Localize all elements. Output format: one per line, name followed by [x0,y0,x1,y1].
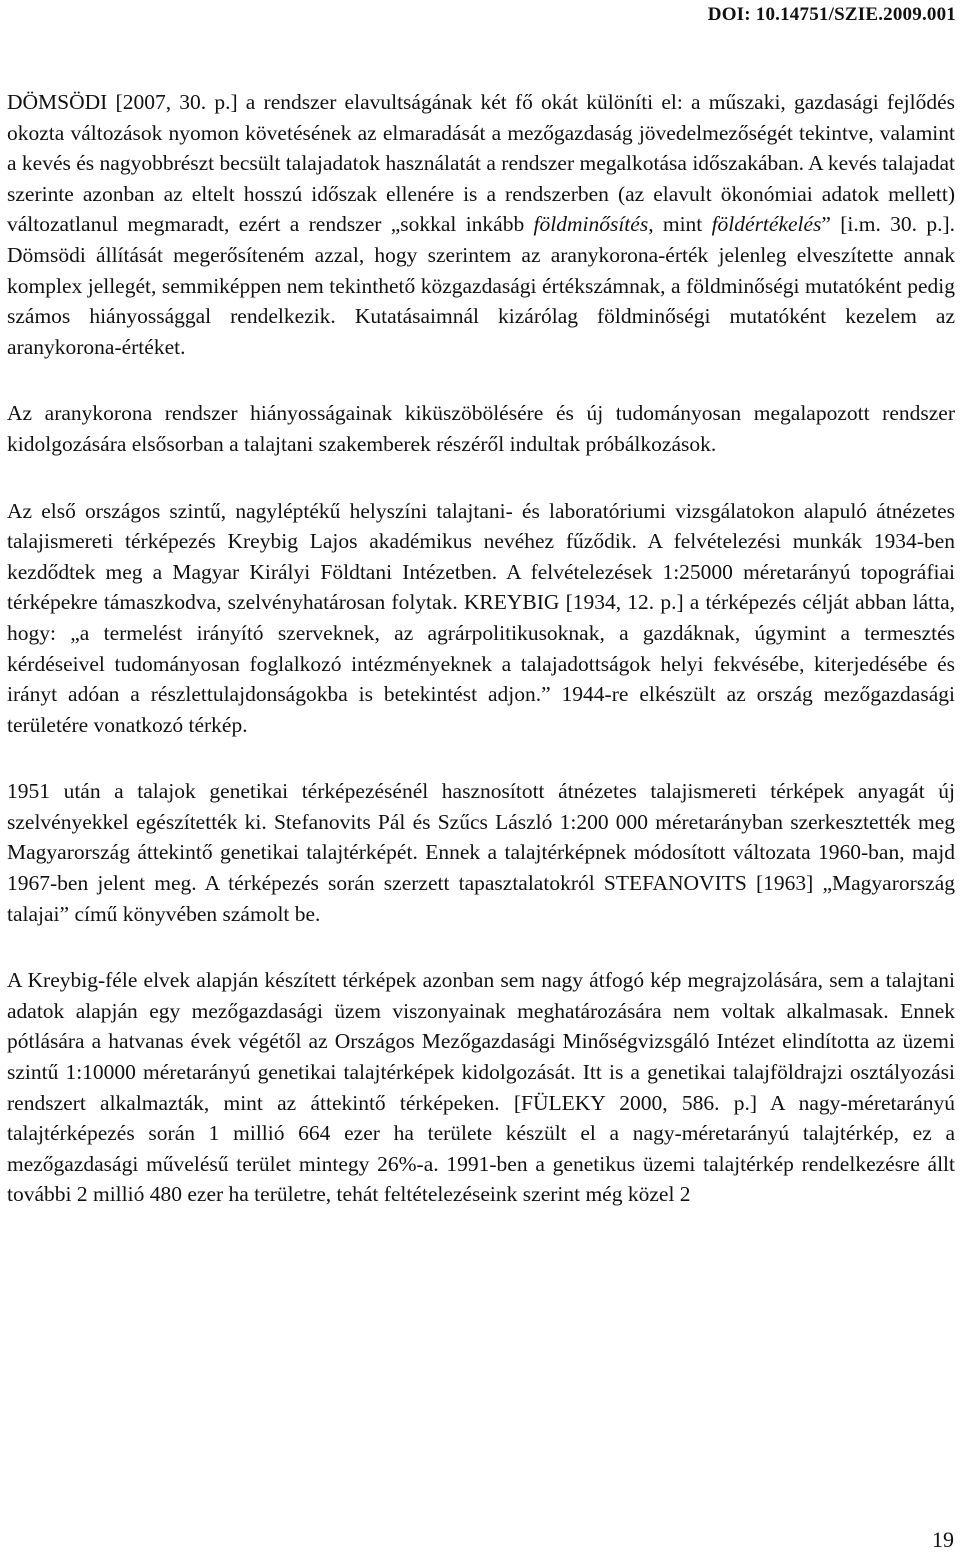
doi-header: DOI: 10.14751/SZIE.2009.001 [707,4,956,25]
page-number: 19 [932,1527,954,1552]
italic-term: földértékelés [711,212,822,237]
document-body [7,87,955,1246]
paragraph-5 [7,965,955,1210]
text-run: A Kreybig-féle elvek alapján készített térképek azonban sem nagy átfogó kép megrajzolására, sem a talajtani adatok alapján egy mezőgazdasági üzem viszonyainak meghatározására nem voltak alkalmasak. Ennek pótlására a hatvanas évek végétől az Országos Mezőgazdasági Minőségvizsgáló Intézet elindította az üzemi szintű 1:10000 méretarányú genetikai talajtérképek kidolgozását. Itt is a genetikai talajföldrajzi osztályozási rendszert alkalmazták, mint az áttekintő térképeken. [FÜLEKY 2000, 586. p.] A nagy-méretarányú talajtérképezés során 1 millió 664 ezer ha területe készült el a nagy-méretarányú talajtérkép, ez a mezőgazdasági művelésű terület mintegy 26%-a. 1991-ben a genetikus üzemi talajtérkép rendelkezésre állt további 2 millió 480 ezer ha területre, tehát feltételezéseink szerint még közel 2 [7,968,955,1207]
text-run: 1951 után a talajok genetikai térképezésénél hasznosított átnézetes talajismereti térképek anyagát új szelvényekkel egészítették ki. Stefanovits Pál és Szűcs László 1:200 000 méretarányban szerkesztették meg Magyarország áttekintő genetikai talajtérképét. Ennek a talajtérképnek módosított változata 1960-ban, majd 1967-ben jelent meg. A térképezés során szerzett tapasztalatokról STEFANOVITS [1963] „Magyarország talajai” című könyvében számolt be. [7,779,955,926]
paragraph-4 [7,776,955,929]
text-run: ” [i.m. 30. p.]. Dömsödi állítását megerősíteném azzal, hogy szerintem az aranykorona-érték jelenleg elveszítette annak komplex jellegét, semmiképpen nem tekinthető közgazdasági értékszámnak, a földminőségi mutatóként pedig számos hiányossággal rendelkezik. Kutatásaimnál kizárólag földminőségi mutatóként kezelem az aranykorona-értéket. [7,212,955,359]
paragraph-3 [7,496,955,741]
text-run: , mint [648,212,712,237]
italic-term: földminősítés [533,212,649,237]
text-run: Az aranykorona rendszer hiányosságainak kiküszöbölésére és új tudományosan megalapozott rendszer kidolgozására elsősorban a talajtani szakemberek részéről indultak próbálkozások. [7,401,955,456]
paragraph-2 [7,398,955,459]
text-run: DÖMSÖDI [2007, 30. p.] a rendszer elavultságának két fő okát különíti el: a műszaki, gazdasági fejlődés okozta változások nyomon követésének az elmaradását a mezőgazdaság jövedelmezőségét tekintve, valamint a kevés és nagyobbrészt becsült talajadatok használatát a rendszer megalkotása időszakában. A kevés talajadat szerinte azonban az eltelt hosszú időszak ellenére is a rendszerben (az elavult ökonómiai adatok mellett) változatlanul megmaradt, ezért a rendszer „sokkal inkább [7,90,955,237]
paragraph-1 [7,87,955,362]
text-run: Az első országos szintű, nagyléptékű helyszíni talajtani- és laboratóriumi vizsgálatokon alapuló átnézetes talajismereti térképezés Kreybig Lajos akadémikus nevéhez fűződik. A felvételezési munkák 1934-ben kezdődtek meg a Magyar Királyi Földtani Intézetben. A felvételezések 1:25000 méretarányú topográfiai térképekre támaszkodva, szelvényhatárosan folytak. KREYBIG [1934, 12. p.] a térképezés célját abban látta, hogy: „a termelést irányító szerveknek, az agrárpolitikusoknak, a gazdáknak, úgymint a termesztés kérdéseivel tudományosan foglalkozó intézményeknek a talajadottságok helyi fekvésébe, kiterjedésébe és irányt adóan a részlettulajdonságokba is betekintést adjon.” 1944-re elkészült az ország mezőgazdasági területére vonatkozó térkép. [7,498,955,737]
